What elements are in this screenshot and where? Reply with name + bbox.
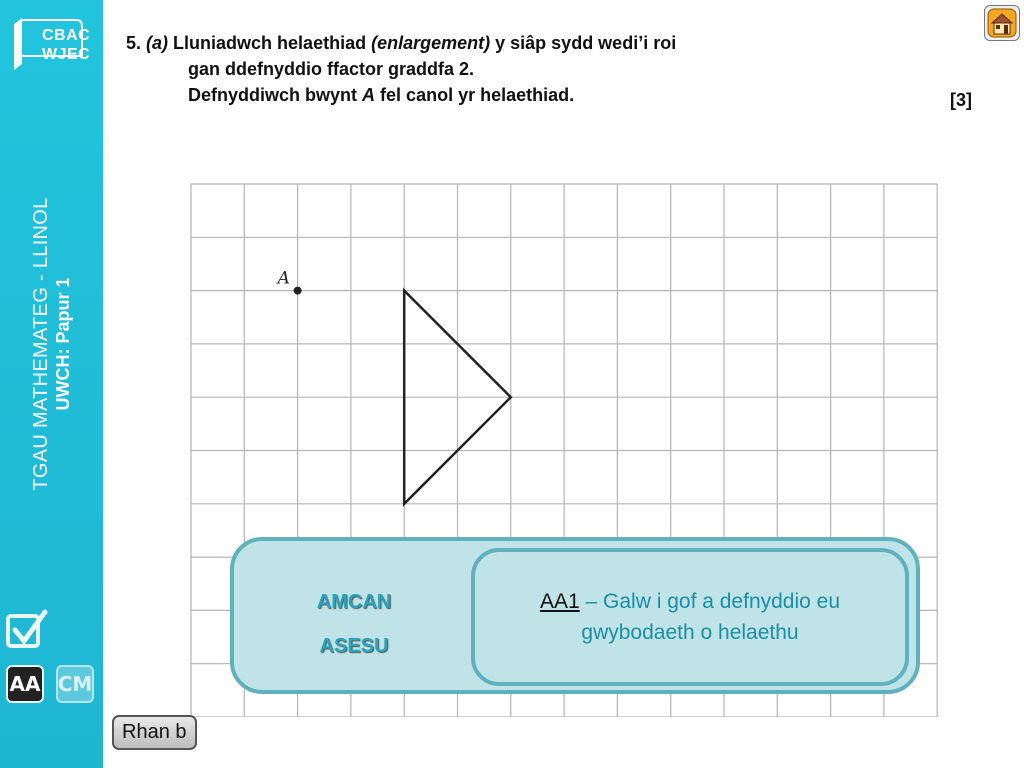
question-line3-b: fel canol yr helaethiad. xyxy=(380,85,575,105)
question-line3-a: Defnyddiwch bwynt xyxy=(188,85,358,105)
wjec-logo xyxy=(12,16,91,74)
course-title-line2: UWCH: Papur 1 xyxy=(53,277,73,411)
part-b-button[interactable]: Rhan b xyxy=(112,715,197,750)
logo-line1: CBAC xyxy=(42,27,91,44)
home-button[interactable] xyxy=(984,5,1020,41)
question-text-a: Lluniadwch helaethiad xyxy=(173,33,367,53)
question-marks: [3] xyxy=(950,90,972,110)
home-icon xyxy=(985,6,1019,40)
course-title-line1: TGAU MATHEMATEG - LLINOL xyxy=(30,197,52,491)
aa-badge-button[interactable]: AA xyxy=(6,665,44,703)
aa-dash: – xyxy=(585,590,598,613)
centre-point-a xyxy=(294,287,302,295)
assessment-objective-title xyxy=(306,580,402,668)
checkbox-tick-icon[interactable] xyxy=(5,608,49,652)
aa-code: AA1 xyxy=(539,590,580,613)
aim-title-line1: AMCAN xyxy=(316,591,392,613)
cm-badge-button[interactable]: CM xyxy=(56,665,94,703)
question-term: (enlargement) xyxy=(371,33,491,53)
aa1-description-box xyxy=(471,548,909,686)
logo-line2: WJEC xyxy=(42,46,91,63)
question-number: 5. xyxy=(126,33,142,53)
question-line3-point: A xyxy=(362,85,376,105)
aa-description: Galw i gof a defnyddio eu gwybodaeth o helaethu xyxy=(581,590,841,644)
aim-title-line2: ASESU xyxy=(319,635,389,657)
question-line3 xyxy=(126,82,676,108)
question-line2: gan ddefnyddio ffactor graddfa 2. xyxy=(188,59,475,79)
question-part: (a) xyxy=(146,33,169,53)
point-a-label: A xyxy=(277,268,290,289)
sidebar xyxy=(0,0,103,768)
question-text-b: y siâp sydd wedi’i roi xyxy=(495,33,677,53)
question-text xyxy=(126,30,676,108)
